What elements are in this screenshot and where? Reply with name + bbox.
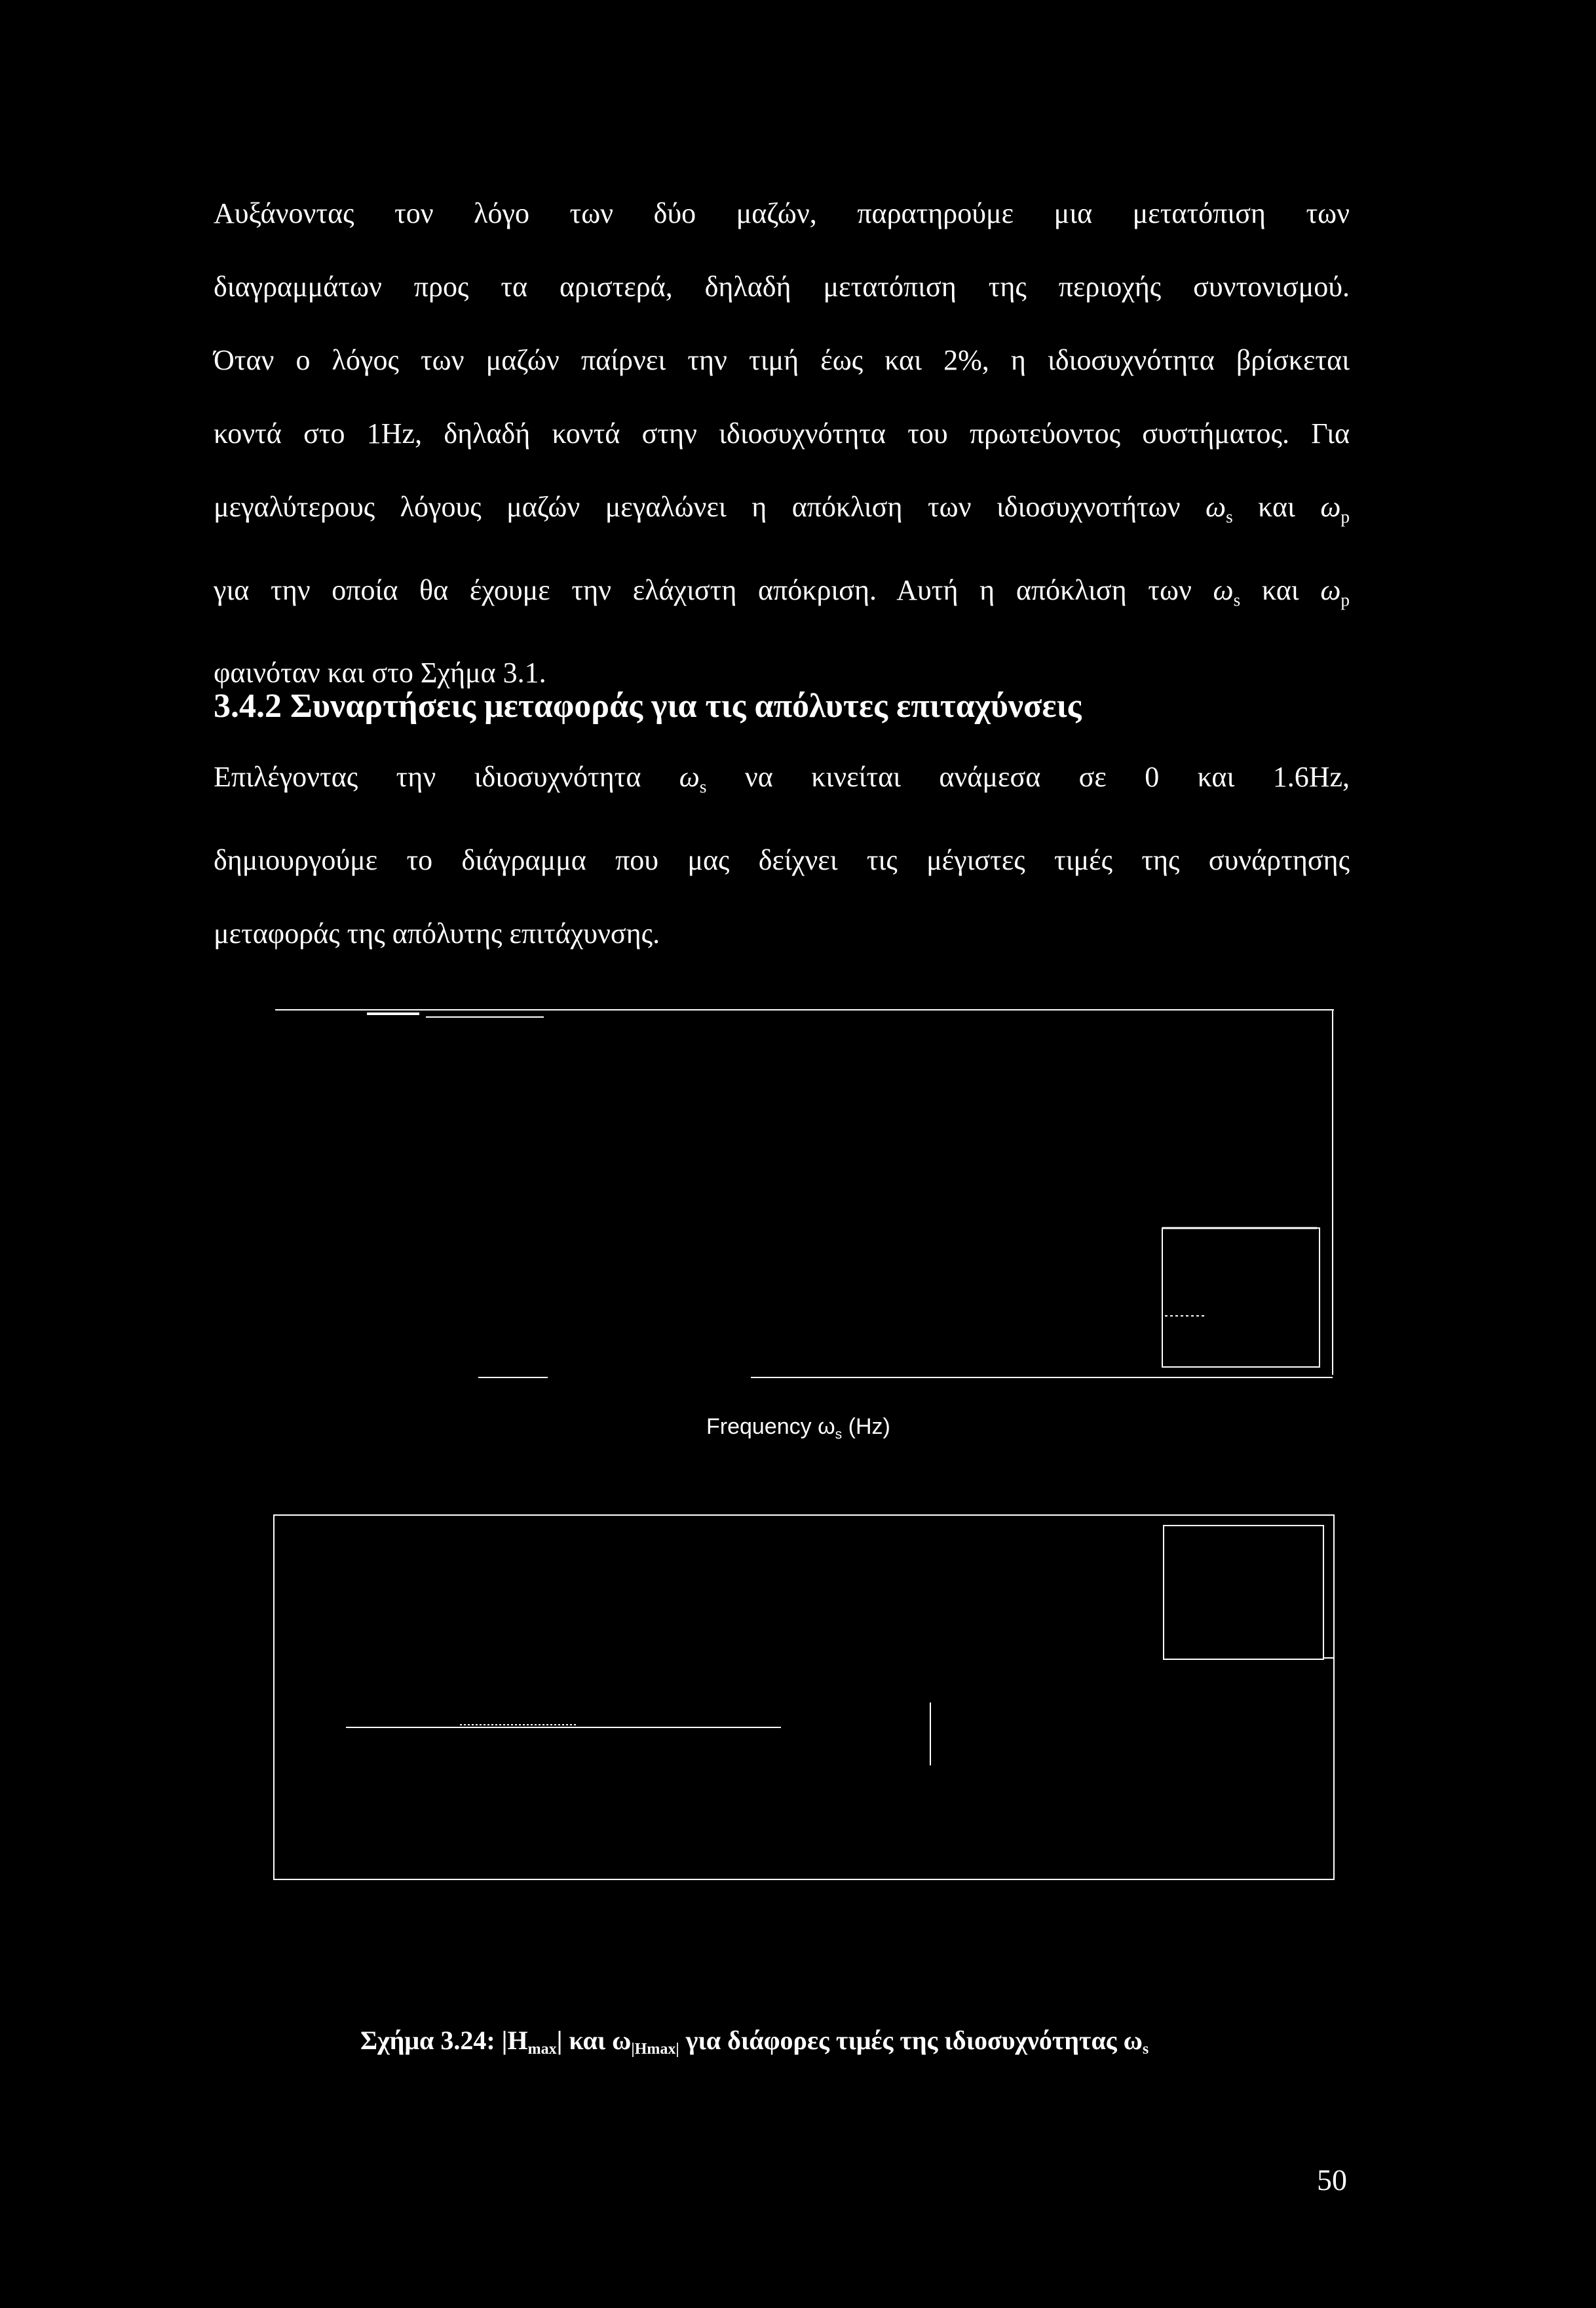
paragraph-1-line-5: μεγαλύτερους λόγους μαζών μεγαλώνει η απόκλιση των ιδιοσυχνοτήτων $\omega_s$ και $\omega_p$ [214,491,1350,527]
page-number: 50 [1317,2163,1347,2197]
paragraph-1-line-2: διαγραμμάτων προς τα αριστερά, δηλαδή μετατόπιση της περιοχής συντονισμού. [214,271,1350,303]
paragraph-1-line-1: Αυξάνοντας τον λόγο των δύο μαζών, παρατηρούμε μια μετατόπιση των [214,197,1350,229]
bottom-panel-frame [274,1515,1334,1879]
top-panel-legend-box [1162,1228,1320,1367]
paragraph-2-line-1: Επιλέγοντας την ιδιοσυχνότητα $\omega_s$ να κινείται ανάμεσα σε 0 και 1.6Hz, [214,761,1350,797]
x-axis-label: Frequency $\omega_s$ (Hz) [706,1414,890,1442]
paragraph-2-line-3: μεταφοράς της απόλυτης επιτάχυνσης. [214,917,660,950]
figure-caption: Σχήμα 3.24: |Hmax| και ω|Hmax| για διάφορες τιμές της ιδιοσυχνότητας ωs [360,2026,1149,2058]
paragraph-1-line-6: για την οποία θα έχουμε την ελάχιστη απόκριση. Αυτή η απόκλιση των $\omega_s$ και $\omega_p$ [214,573,1350,610]
section-heading: 3.4.2 Συναρτήσεις μεταφοράς για τις απόλυτες επιταχύνσεις [214,687,1082,725]
paragraph-1-line-4: κοντά στο 1Hz, δηλαδή κοντά στην ιδιοσυχνότητα του πρωτεύοντος συστήματος. Για [214,417,1350,450]
paragraph-2-line-2: δημιουργούμε το διάγραμμα που μας δείχνει τις μέγιστες τιμές της συνάρτησης [214,843,1350,876]
paragraph-1-line-3: Όταν ο λόγος των μαζών παίρνει την τιμή έως και 2%, η ιδιοσυχνότητα βρίσκεται [214,344,1350,376]
bottom-panel-legend-box [1164,1526,1323,1659]
paragraph-1-line-7: φαινόταν και στο Σχήμα 3.1. [214,657,546,689]
